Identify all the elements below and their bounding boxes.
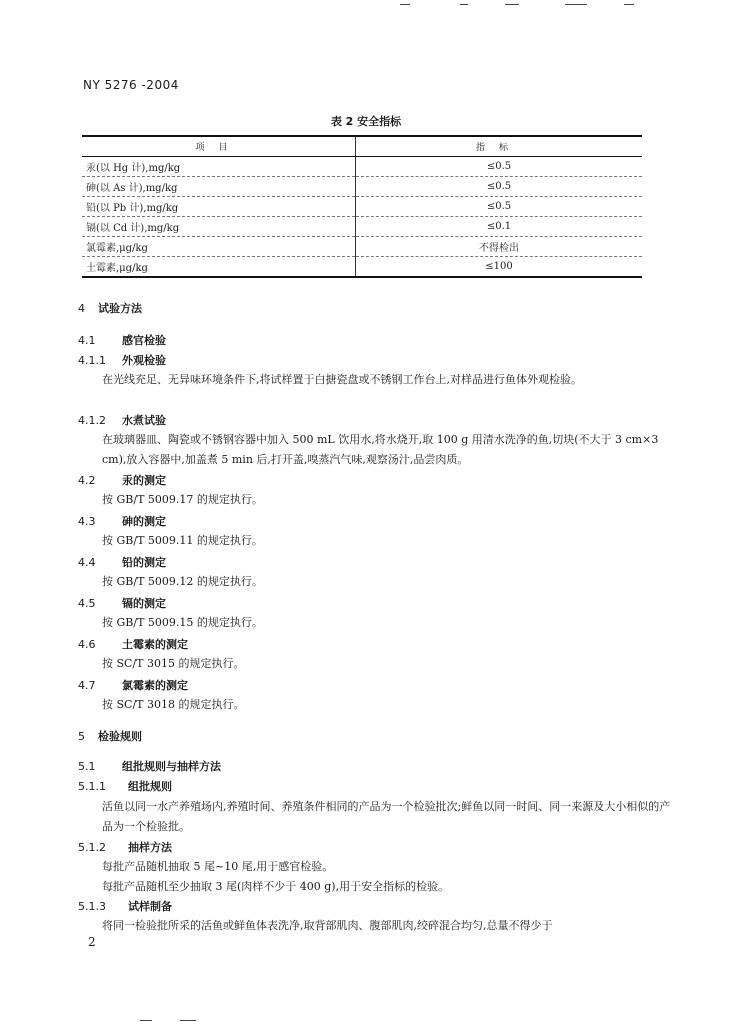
table-row (82, 217, 642, 237)
row-value: ≤100 (356, 257, 643, 278)
table-row (82, 177, 642, 197)
paragraph-5-1-1: 活鱼以同一水产养殖场内,养殖时间、养殖条件相同的产品为一个检验批次;鲜鱼以同一时间、同一来源及大小相似的产品为一个检验批。 (102, 800, 671, 833)
standard-code: NY 5276 -2004 (83, 78, 179, 92)
section-heading-5-1-1: 5.1.1 组批规则 (78, 780, 172, 793)
page-number: 2 (88, 935, 96, 949)
section-heading-4-6: 4.6 土霉素的测定 (78, 638, 188, 651)
paragraph-5-1-2-b: 每批产品随机至少抽取 3 尾(肉样不少于 400 g),用于安全指标的检验。 (102, 880, 450, 893)
section-heading-5-1-2: 5.1.2 抽样方法 (78, 841, 172, 854)
section-heading-5-1-3: 5.1.3 试样制备 (78, 900, 172, 913)
paragraph-5-1-2-a: 每批产品随机抽取 5 尾~10 尾,用于感官检验。 (102, 860, 334, 873)
table-row (82, 257, 642, 278)
section-heading-4-1: 4.1 感官检验 (78, 334, 166, 347)
row-item: 土霉素,μg/kg (82, 257, 356, 278)
paragraph-4-3: 按 GB/T 5009.11 的规定执行。 (102, 534, 263, 547)
row-value: ≤0.5 (356, 177, 643, 197)
safety-index-table (82, 135, 642, 278)
paragraph-4-7: 按 SC/T 3018 的规定执行。 (102, 698, 245, 711)
paragraph-4-1-2: 在玻璃器皿、陶瓷或不锈钢容器中加入 500 mL 饮用水,将水烧开,取 100 g 用清水洗净的鱼,切块(不大于 3 cm×3 cm),放入容器中,加盖煮 5 min 后,打开盖,嗅蒸汽气味,观察汤汁,品尝肉质。 (102, 433, 659, 466)
table-caption: 表 2 安全指标 (330, 115, 402, 128)
paragraph-4-2: 按 GB/T 5009.17 的规定执行。 (102, 493, 263, 506)
table-row (82, 197, 642, 217)
paragraph-4-4: 按 GB/T 5009.12 的规定执行。 (102, 575, 263, 588)
section-heading-5: 5 检验规则 (78, 730, 142, 743)
row-item: 铅(以 Pb 计),mg/kg (82, 197, 356, 217)
section-heading-4-3: 4.3 砷的测定 (78, 515, 166, 528)
row-value: ≤0.1 (356, 217, 643, 237)
paragraph-4-6: 按 SC/T 3015 的规定执行。 (102, 657, 245, 670)
table-row (82, 157, 642, 177)
section-heading-4: 4 试验方法 (78, 302, 142, 315)
paragraph-5-1-3: 将同一检验批所采的活鱼或鲜鱼体表洗净,取背部肌肉、腹部肌肉,绞碎混合均匀,总量不得少于 (102, 919, 553, 932)
row-value: 不得检出 (356, 237, 643, 257)
section-heading-5-1: 5.1 组批规则与抽样方法 (78, 760, 221, 773)
row-value: ≤0.5 (356, 197, 643, 217)
col-header-item: 项目 (82, 136, 356, 157)
table-row (82, 237, 642, 257)
section-heading-4-5: 4.5 镉的测定 (78, 597, 166, 610)
section-heading-4-2: 4.2 汞的测定 (78, 474, 166, 487)
paragraph-4-5: 按 GB/T 5009.15 的规定执行。 (102, 616, 263, 629)
col-header-index: 指标 (356, 136, 643, 157)
row-value: ≤0.5 (356, 157, 643, 177)
section-heading-4-1-1: 4.1.1 外观检验 (78, 354, 166, 367)
table-header-row (82, 136, 642, 157)
section-heading-4-7: 4.7 氯霉素的测定 (78, 679, 188, 692)
row-item: 砷(以 As 计),mg/kg (82, 177, 356, 197)
row-item: 镉(以 Cd 计),mg/kg (82, 217, 356, 237)
section-heading-4-1-2: 4.1.2 水煮试验 (78, 414, 166, 427)
paragraph-4-1-1: 在光线充足、无异味环境条件下,将试样置于白搪瓷盘或不锈钢工作台上,对样品进行鱼体外观检验。 (102, 373, 582, 386)
row-item: 氯霉素,μg/kg (82, 237, 356, 257)
row-item: 汞(以 Hg 计),mg/kg (82, 157, 356, 177)
section-heading-4-4: 4.4 铅的测定 (78, 556, 166, 569)
